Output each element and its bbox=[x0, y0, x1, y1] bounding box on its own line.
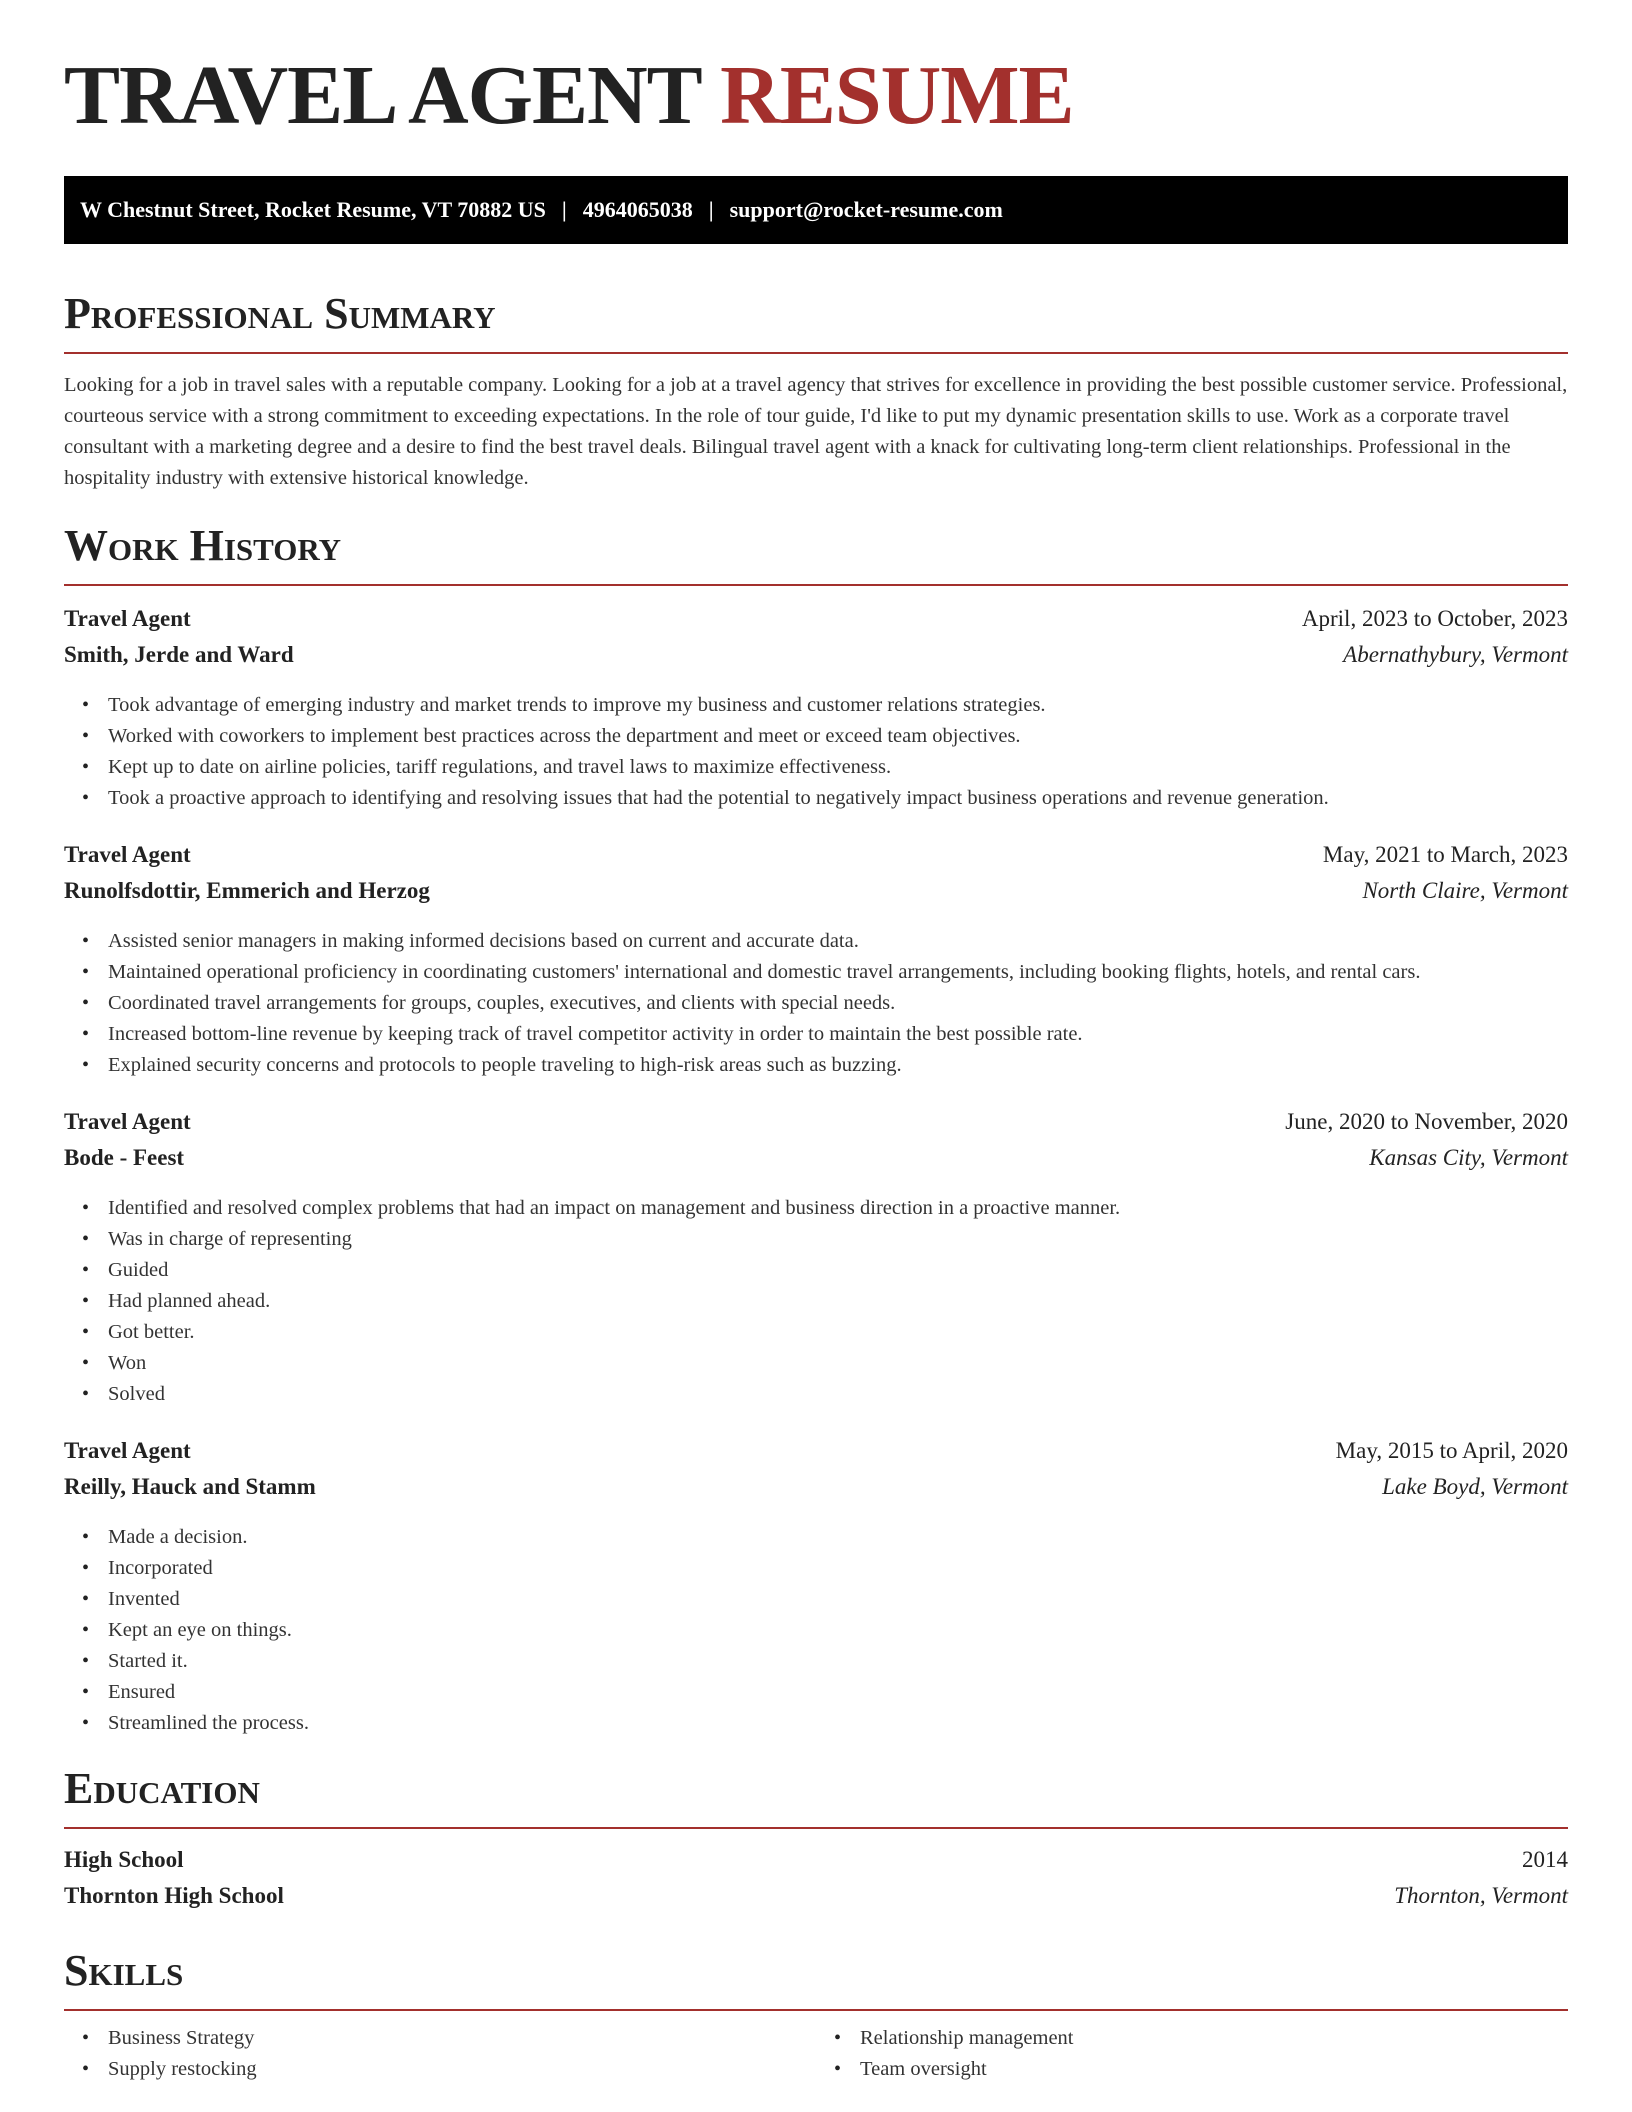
section-divider bbox=[64, 1827, 1568, 1829]
job-title: Travel Agent bbox=[64, 1438, 191, 1463]
skills-column-left bbox=[64, 2023, 816, 2085]
duty-item: • Had planned ahead. bbox=[108, 1286, 1568, 1317]
section-heading-education: Education bbox=[64, 1764, 260, 1813]
contact-separator: | bbox=[561, 197, 567, 222]
job-dates: May, 2015 to April, 2020 bbox=[1335, 1438, 1568, 1463]
summary-text: Looking for a job in travel sales with a reputable company. Looking for a job at a travel agency that strives for excellence in providing the best possible customer service. Professional, courteous service with a strong commitment to exceeding expectations. In the role of tour guide, I'd like to put my dynamic presentation skills to use. Work as a corporate travel consultant with a marketing degree and a desire to find the best travel deals. Bilingual travel agent with a knack for cultivating long-term client relationships. Professional in the hospitality industry with extensive historical knowledge. bbox=[64, 374, 1568, 489]
title-main: TRAVEL AGENT bbox=[64, 49, 701, 142]
job-location: North Claire, Vermont bbox=[1362, 878, 1568, 903]
duty-item: • Coordinated travel arrangements for groups, couples, executives, and clients with special needs. bbox=[108, 988, 1568, 1019]
job-entry bbox=[64, 1109, 1568, 1410]
education-school-row bbox=[64, 1883, 1568, 1919]
contact-separator: | bbox=[708, 197, 714, 222]
education-year: 2014 bbox=[1522, 1847, 1568, 1872]
contact-phone: 4964065038 bbox=[582, 197, 693, 222]
job-header-row bbox=[64, 842, 1568, 878]
duty-item: • Increased bottom-line revenue by keeping track of travel competitor activity in order to maintain the best possible rate. bbox=[108, 1019, 1568, 1050]
section-heading-skills: Skills bbox=[64, 1946, 184, 1995]
job-entry bbox=[64, 1438, 1568, 1739]
work-history-section bbox=[64, 521, 1568, 1739]
duty-item: • Won bbox=[108, 1348, 1568, 1379]
duty-item: • Invented bbox=[108, 1584, 1568, 1615]
job-company-row bbox=[64, 878, 1568, 914]
resume-title bbox=[64, 0, 1568, 164]
section-divider bbox=[64, 584, 1568, 586]
job-duties bbox=[64, 1193, 1568, 1410]
job-location: Lake Boyd, Vermont bbox=[1382, 1474, 1568, 1499]
education-section bbox=[64, 1764, 1568, 1919]
job-location: Abernathybury, Vermont bbox=[1343, 642, 1568, 667]
skill-item: • Team oversight bbox=[860, 2054, 1568, 2085]
duty-item: • Identified and resolved complex problems that had an impact on management and business direction in a proactive manner. bbox=[108, 1193, 1568, 1224]
duty-item: • Explained security concerns and protocols to people traveling to high-risk areas such as buzzing. bbox=[108, 1050, 1568, 1081]
job-title: Travel Agent bbox=[64, 1109, 191, 1134]
job-location: Kansas City, Vermont bbox=[1369, 1145, 1568, 1170]
skills-section bbox=[64, 1946, 1568, 2085]
job-header-row bbox=[64, 606, 1568, 642]
job-company: Reilly, Hauck and Stamm bbox=[64, 1474, 316, 1499]
contact-email[interactable]: support@rocket-resume.com bbox=[729, 197, 1003, 222]
duty-item: • Was in charge of representing bbox=[108, 1224, 1568, 1255]
job-duties bbox=[64, 1522, 1568, 1739]
summary-section bbox=[64, 289, 1568, 494]
duty-item: • Incorporated bbox=[108, 1553, 1568, 1584]
job-company-row bbox=[64, 1474, 1568, 1510]
section-divider bbox=[64, 352, 1568, 354]
education-entry bbox=[64, 1847, 1568, 1919]
duty-item: • Guided bbox=[108, 1255, 1568, 1286]
education-school: Thornton High School bbox=[64, 1883, 284, 1908]
skill-item: • Relationship management bbox=[860, 2023, 1568, 2054]
contact-bar bbox=[64, 176, 1568, 244]
job-header-row bbox=[64, 1438, 1568, 1474]
duty-item: • Took advantage of emerging industry and market trends to improve my business and customer relations strategies. bbox=[108, 690, 1568, 721]
duty-item: • Kept an eye on things. bbox=[108, 1615, 1568, 1646]
duty-item: • Assisted senior managers in making informed decisions based on current and accurate data. bbox=[108, 926, 1568, 957]
education-header-row bbox=[64, 1847, 1568, 1883]
job-header-row bbox=[64, 1109, 1568, 1145]
job-company-row bbox=[64, 642, 1568, 678]
job-duties bbox=[64, 926, 1568, 1081]
job-title: Travel Agent bbox=[64, 606, 191, 631]
duty-item: • Ensured bbox=[108, 1677, 1568, 1708]
duty-item: • Started it. bbox=[108, 1646, 1568, 1677]
job-dates: May, 2021 to March, 2023 bbox=[1322, 842, 1568, 867]
section-heading-summary: Professional Summary bbox=[64, 289, 496, 338]
duty-item: • Solved bbox=[108, 1379, 1568, 1410]
job-duties bbox=[64, 690, 1568, 814]
job-company: Bode - Feest bbox=[64, 1145, 185, 1170]
duty-item: • Made a decision. bbox=[108, 1522, 1568, 1553]
job-entry bbox=[64, 606, 1568, 814]
section-divider bbox=[64, 2009, 1568, 2011]
job-title: Travel Agent bbox=[64, 842, 191, 867]
duty-item: • Kept up to date on airline policies, tariff regulations, and travel laws to maximize effectiveness. bbox=[108, 752, 1568, 783]
skills-column-right bbox=[816, 2023, 1568, 2085]
skill-item: • Supply restocking bbox=[108, 2054, 816, 2085]
skill-item: • Business Strategy bbox=[108, 2023, 816, 2054]
duty-item: • Maintained operational proficiency in coordinating customers' international and domestic travel arrangements, including booking flights, hotels, and rental cars. bbox=[108, 957, 1568, 988]
job-company-row bbox=[64, 1145, 1568, 1181]
job-dates: June, 2020 to November, 2020 bbox=[1285, 1109, 1568, 1134]
title-accent: RESUME bbox=[720, 49, 1074, 142]
duty-item: • Streamlined the process. bbox=[108, 1708, 1568, 1739]
duty-item: • Worked with coworkers to implement best practices across the department and meet or exceed team objectives. bbox=[108, 721, 1568, 752]
job-entry bbox=[64, 842, 1568, 1081]
skills-grid bbox=[64, 2019, 1568, 2085]
duty-item: • Took a proactive approach to identifying and resolving issues that had the potential to negatively impact business operations and revenue generation. bbox=[108, 783, 1568, 814]
education-location: Thornton, Vermont bbox=[1394, 1883, 1568, 1908]
contact-address: W Chestnut Street, Rocket Resume, VT 70882 US bbox=[80, 197, 546, 222]
job-company: Smith, Jerde and Ward bbox=[64, 642, 294, 667]
job-dates: April, 2023 to October, 2023 bbox=[1301, 606, 1568, 631]
education-degree: High School bbox=[64, 1847, 184, 1872]
job-company: Runolfsdottir, Emmerich and Herzog bbox=[64, 878, 430, 903]
section-heading-work: Work History bbox=[64, 521, 342, 570]
duty-item: • Got better. bbox=[108, 1317, 1568, 1348]
